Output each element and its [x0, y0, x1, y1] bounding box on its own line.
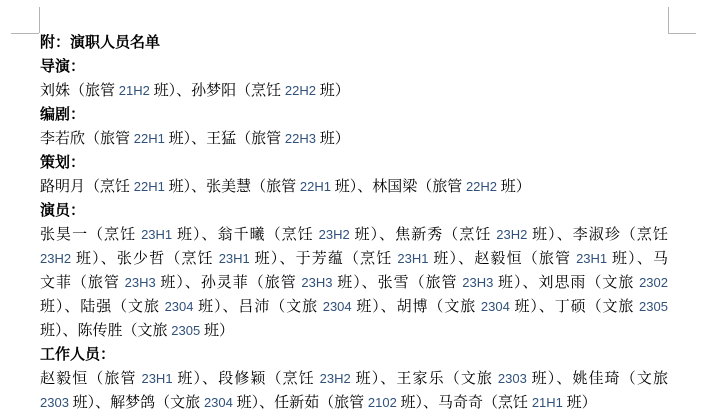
text-run: 班）、于芳蕴（烹饪	[249, 251, 398, 267]
text-run: 附：演职人员名单	[40, 35, 161, 51]
text-run: 班）、刘思雨（文旅	[493, 275, 640, 291]
text-run: 路明月（烹饪	[40, 179, 134, 195]
text-line	[40, 319, 668, 343]
text-run: 班）、王猛（旅管	[164, 131, 285, 147]
text-line	[40, 367, 668, 391]
class-code: 23H1	[576, 251, 608, 266]
class-code: 2102	[367, 395, 397, 410]
section-heading	[40, 55, 668, 79]
text-run: 李若欣（旅管	[40, 131, 134, 147]
section-heading	[40, 199, 668, 223]
text-run: 班）、林国梁（旅管	[330, 179, 466, 195]
text-line	[40, 247, 668, 271]
text-run: 导演：	[40, 59, 86, 75]
class-code: 23H2	[318, 227, 350, 242]
text-run: 班）	[562, 395, 597, 411]
text-run: 策划：	[40, 155, 86, 171]
text-run: 班）、李淑珍（烹饪	[527, 227, 668, 243]
text-run: 班）、赵毅恒（旅管	[428, 251, 577, 267]
text-run: 班）、胡博（文旅	[351, 299, 481, 315]
class-code: 2305	[639, 299, 668, 314]
text-line	[40, 127, 668, 151]
text-run: 班）、解梦鸽（文旅	[68, 395, 204, 411]
class-code: 22H3	[284, 131, 316, 146]
text-run: 班）、张少哲（烹饪	[71, 251, 219, 267]
class-code: 2304	[480, 299, 510, 314]
text-run: 赵毅恒（旅管	[40, 371, 142, 387]
text-run: 班）、孙灵菲（旅管	[155, 275, 302, 291]
text-run: 班）	[315, 83, 350, 99]
class-code: 23H3	[462, 275, 494, 290]
class-code: 23H1	[397, 251, 429, 266]
text-run: 班）、陈传胜（文旅	[40, 323, 172, 339]
class-code: 23H2	[496, 227, 528, 242]
class-code: 22H1	[299, 179, 331, 194]
section-heading	[40, 31, 668, 55]
class-code: 2302	[639, 275, 668, 290]
class-code: 23H2	[319, 371, 351, 386]
text-run: 班）、张雪（旅管	[332, 275, 463, 291]
text-run: 班）、焦新秀（烹饪	[349, 227, 497, 243]
text-line	[40, 295, 668, 319]
text-boundary-crop-mark-top-right-vertical	[668, 7, 669, 33]
text-run: 班）、孙梦阳（烹饪	[149, 83, 285, 99]
class-code: 2303	[40, 395, 69, 410]
class-code: 2303	[497, 371, 527, 386]
text-line	[40, 223, 668, 247]
text-line	[40, 391, 668, 415]
class-code: 23H2	[40, 251, 72, 266]
text-run: 班）、陆强（文旅	[40, 299, 165, 315]
text-line	[40, 271, 668, 295]
text-run: 文菲（旅管	[40, 275, 125, 291]
class-code: 23H1	[141, 371, 173, 386]
class-code: 22H2	[465, 179, 498, 194]
class-code: 23H1	[218, 251, 250, 266]
text-line	[40, 79, 668, 103]
class-code: 2304	[322, 299, 352, 314]
text-boundary-crop-mark-top-right-horizontal	[668, 33, 696, 34]
text-run: 张昊一（烹饪	[40, 227, 142, 243]
class-code: 2304	[203, 395, 233, 410]
text-run: 演员：	[40, 203, 86, 219]
text-run: 班）、王家乐（文旅	[350, 371, 498, 387]
class-code: 23H3	[301, 275, 333, 290]
text-run: 班）	[497, 179, 531, 195]
class-code: 21H2	[118, 83, 150, 98]
text-run: 刘姝（旅管	[40, 83, 119, 99]
text-run: 编剧：	[40, 107, 86, 123]
text-run: 班）、吕沛（文旅	[193, 299, 323, 315]
document-body	[40, 31, 668, 415]
text-line	[40, 175, 668, 199]
text-run: 班）、张美慧（旅管	[164, 179, 300, 195]
class-code: 23H3	[124, 275, 156, 290]
class-code: 22H2	[284, 83, 316, 98]
class-code: 23H1	[141, 227, 173, 242]
class-code: 21H1	[531, 395, 563, 410]
text-boundary-crop-mark-top-left-vertical	[39, 7, 40, 33]
text-run: 班）、姚佳琦（文旅	[526, 371, 668, 387]
class-code: 2305	[171, 323, 201, 338]
class-code: 2304	[164, 299, 194, 314]
text-run: 班）、马奇奇（烹饪	[396, 395, 532, 411]
text-boundary-crop-mark-top-left-horizontal	[11, 33, 39, 34]
text-run: 工作人员：	[40, 347, 116, 363]
text-run: 班）、段修颖（烹饪	[172, 371, 320, 387]
text-run: 班）、马	[607, 251, 668, 267]
text-run: 班）、翁千曦（烹饪	[172, 227, 319, 243]
text-run: 班）、丁硕（文旅	[509, 299, 640, 315]
section-heading	[40, 151, 668, 175]
section-heading	[40, 343, 668, 367]
section-heading	[40, 103, 668, 127]
text-run: 班）	[315, 131, 350, 147]
text-run: 班）	[200, 323, 234, 339]
class-code: 22H1	[133, 131, 165, 146]
class-code: 22H1	[133, 179, 165, 194]
text-run: 班）、任新茹（旅管	[232, 395, 368, 411]
